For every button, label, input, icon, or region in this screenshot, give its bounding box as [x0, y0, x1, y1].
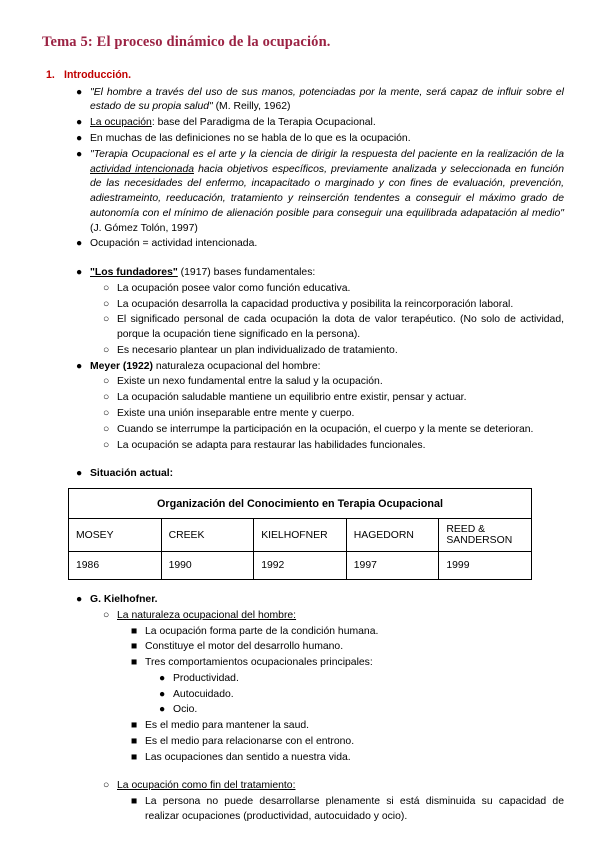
bullet-circle-icon: ○ [103, 780, 110, 792]
section-heading-introduccion [46, 68, 570, 82]
quote-reilly-text: "El hombre a través del uso de sus manos, potenciadas por la mente, será capaz de influir sobre el estado de su propia salud" [90, 86, 564, 113]
page-title: Tema 5: El proceso dinámico de la ocupación. [42, 34, 331, 50]
meyer-item-2: La ocupación saludable mantiene un equilibrio entre existir, pensar y actuar. [117, 392, 467, 404]
los-fundadores-line [90, 266, 570, 281]
list-item [103, 407, 570, 422]
table-row [69, 519, 532, 552]
section-title: Introducción. [64, 69, 132, 82]
list-item [131, 735, 570, 750]
item-la-ocupacion [90, 116, 570, 131]
fin-tratamiento-heading: La ocupación como fin del tratamiento: [117, 780, 296, 792]
meyer-item-1: Existe un nexo fundamental entre la salud y la ocupación. [117, 376, 383, 388]
list-item [103, 439, 570, 454]
table-cell-author: MOSEY [69, 519, 162, 552]
list-item [103, 344, 570, 359]
list-item-fin-tratamiento [103, 779, 570, 794]
fundadores-item-4: Es necesario plantear un plan individualizado de tratamiento. [117, 344, 398, 356]
list-item [131, 751, 570, 766]
table-cell-year: 1999 [439, 552, 532, 580]
bullet-disc-icon: ● [76, 86, 83, 98]
fundadores-item-1: La ocupación posee valor como función educativa. [117, 282, 351, 294]
list-item [103, 423, 570, 438]
list-item-kielhofner [76, 593, 570, 608]
list-item-naturaleza-ocupacional [103, 609, 570, 624]
list-item [76, 148, 570, 237]
list-item [159, 672, 570, 687]
list-item [103, 391, 570, 406]
meyer-rest: naturaleza ocupacional del hombre: [152, 360, 321, 372]
list-item [131, 795, 570, 825]
table-cell-year: 1990 [161, 552, 254, 580]
naturaleza-item-1: La ocupación forma parte de la condición humana. [145, 625, 379, 637]
bullet-disc-icon: ● [76, 360, 83, 372]
comportamiento-item-3: Ocio. [173, 704, 198, 716]
meyer-label: Meyer (1922) [90, 360, 153, 372]
actividad-intencionada-underlined: actividad intencionada [90, 163, 195, 175]
naturaleza-item-2: Constituye el motor del desarrollo humano. [145, 641, 344, 653]
bullet-circle-icon: ○ [103, 439, 110, 451]
bullet-square-icon: ■ [131, 657, 138, 669]
table-cell-author: KIELHOFNER [254, 519, 347, 552]
list-item [76, 132, 570, 147]
table-cell-year: 1997 [346, 552, 439, 580]
list-item [131, 625, 570, 640]
fundadores-item-2: La ocupación desarrolla la capacidad productiva y posibilita la reincorporación laboral. [117, 298, 514, 310]
bullet-disc-icon: ● [159, 704, 166, 716]
table-cell-year: 1986 [69, 552, 162, 580]
meyer-item-5: La ocupación se adapta para restaurar las habilidades funcionales. [117, 439, 426, 451]
paragraph-spacer [40, 580, 570, 593]
bullet-disc-icon: ● [76, 594, 83, 606]
la-ocupacion-rest: : base del Paradigma de la Terapia Ocupacional. [151, 117, 376, 129]
naturaleza-item-5: Es el medio para relacionarse con el entrono. [145, 735, 355, 747]
quote-gomez-tolon [90, 148, 570, 237]
list-item [76, 237, 570, 252]
bullet-disc-icon: ● [76, 117, 83, 129]
los-fundadores-rest: (1917) bases fundamentales: [177, 267, 316, 279]
bullet-disc-icon: ● [76, 468, 83, 480]
los-fundadores-label: "Los fundadores" [90, 267, 178, 279]
meyer-item-4: Cuando se interrumpe la participación en la ocupación, el cuerpo y la mente se deterioran. [117, 423, 534, 435]
bullet-circle-icon: ○ [103, 408, 110, 419]
list-item [103, 313, 570, 343]
bullet-circle-icon: ○ [103, 282, 110, 294]
item-ocupacion-igual: Ocupación = actividad intencionada. [90, 238, 258, 250]
bullet-circle-icon: ○ [103, 609, 110, 621]
list-item [131, 640, 570, 655]
knowledge-table-wrapper [68, 488, 570, 580]
list-item [131, 656, 570, 671]
bullet-square-icon: ■ [131, 796, 138, 808]
item-definiciones: En muchas de las definiciones no se habla de lo que es la ocupación. [90, 132, 411, 144]
bullet-circle-icon: ○ [103, 376, 110, 388]
bullet-disc-icon: ● [76, 267, 83, 279]
naturaleza-item-6: Las ocupaciones dan sentido a nuestra vida. [145, 751, 351, 763]
quote-reilly-citation: (M. Reilly, 1962) [212, 101, 291, 113]
list-item [131, 719, 570, 734]
naturaleza-heading: La naturaleza ocupacional del hombre: [117, 609, 297, 621]
bullet-disc-icon: ● [76, 132, 83, 144]
bullet-circle-icon: ○ [103, 344, 110, 356]
bullet-disc-icon: ● [159, 672, 166, 684]
knowledge-organization-table [68, 488, 532, 580]
table-cell-author: HAGEDORN [346, 519, 439, 552]
paragraph-spacer [40, 253, 570, 266]
fundadores-item-3: El significado personal de cada ocupación la dota de valor terapéutico. (No solo de actividad, porque la ocupación tiene significado en la persona). [117, 314, 564, 341]
comportamiento-item-1: Productividad. [173, 672, 239, 684]
paragraph-spacer [40, 454, 570, 467]
meyer-item-3: Existe una unión inseparable entre mente y cuerpo. [117, 408, 355, 419]
table-row-header [69, 489, 532, 519]
table-cell-author: REED & SANDERSON [439, 519, 532, 552]
la-ocupacion-underlined: La ocupación [90, 117, 152, 129]
quote-tolon-citation: (J. Gómez Tolón, 1997) [90, 222, 198, 234]
bullet-circle-icon: ○ [103, 423, 110, 435]
list-item-meyer [76, 360, 570, 375]
list-item [103, 282, 570, 297]
paragraph-spacer [40, 766, 570, 779]
kielhofner-label: G. Kielhofner. [90, 594, 158, 606]
list-item [159, 688, 570, 703]
bullet-disc-icon: ● [159, 688, 166, 700]
fin-tratamiento-item-1: La persona no puede desarrollarse plenamente si está disminuida su capacidad de realizar ocupaciones (productividad, autocuidado y ocio). [145, 796, 564, 823]
bullet-square-icon: ■ [131, 641, 138, 653]
section-number: 1. [46, 69, 55, 82]
list-item-situacion-actual [76, 467, 570, 482]
bullet-square-icon: ■ [131, 751, 138, 763]
naturaleza-item-3: Tres comportamientos ocupacionales principales: [145, 657, 373, 669]
quote-reilly [90, 86, 570, 116]
table-cell-author: CREEK [161, 519, 254, 552]
bullet-disc-icon: ● [76, 148, 83, 160]
quote-tolon-part-b: hacia objetivos específicos, previamente analizada y seleccionada en función de las necesidades del enfermo, incapacitado o marginado y con fines de evaluación, prevención, adiestrameinto, reeducación, tratamiento y reinserción tendentes a conseguir el máximo grado de autonomía con el mínimo de alienación posible para conseguir una equilibrada adapatación al medio" [90, 163, 564, 219]
bullet-circle-icon: ○ [103, 392, 110, 404]
comportamiento-item-2: Autocuidado. [173, 688, 234, 700]
situacion-actual-label: Situación actual: [90, 468, 174, 480]
list-item [103, 298, 570, 313]
bullet-square-icon: ■ [131, 625, 138, 637]
table-cell-year: 1992 [254, 552, 347, 580]
list-item [76, 116, 570, 131]
table-header-title: Organización del Conocimiento en Terapia Ocupacional [69, 489, 532, 519]
meyer-line [90, 360, 570, 375]
bullet-circle-icon: ○ [103, 298, 110, 310]
bullet-disc-icon: ● [76, 238, 83, 250]
list-item [159, 703, 570, 718]
list-item [103, 375, 570, 390]
bullet-circle-icon: ○ [103, 314, 110, 326]
naturaleza-item-4: Es el medio para mantener la saud. [145, 720, 310, 732]
table-row [69, 552, 532, 580]
bullet-square-icon: ■ [131, 735, 138, 747]
list-item [76, 86, 570, 116]
list-item-los-fundadores [76, 266, 570, 281]
bullet-square-icon: ■ [131, 720, 138, 732]
quote-tolon-part-a: "Terapia Ocupacional es el arte y la ciencia de dirigir la respuesta del paciente en la realización de la [90, 148, 564, 160]
